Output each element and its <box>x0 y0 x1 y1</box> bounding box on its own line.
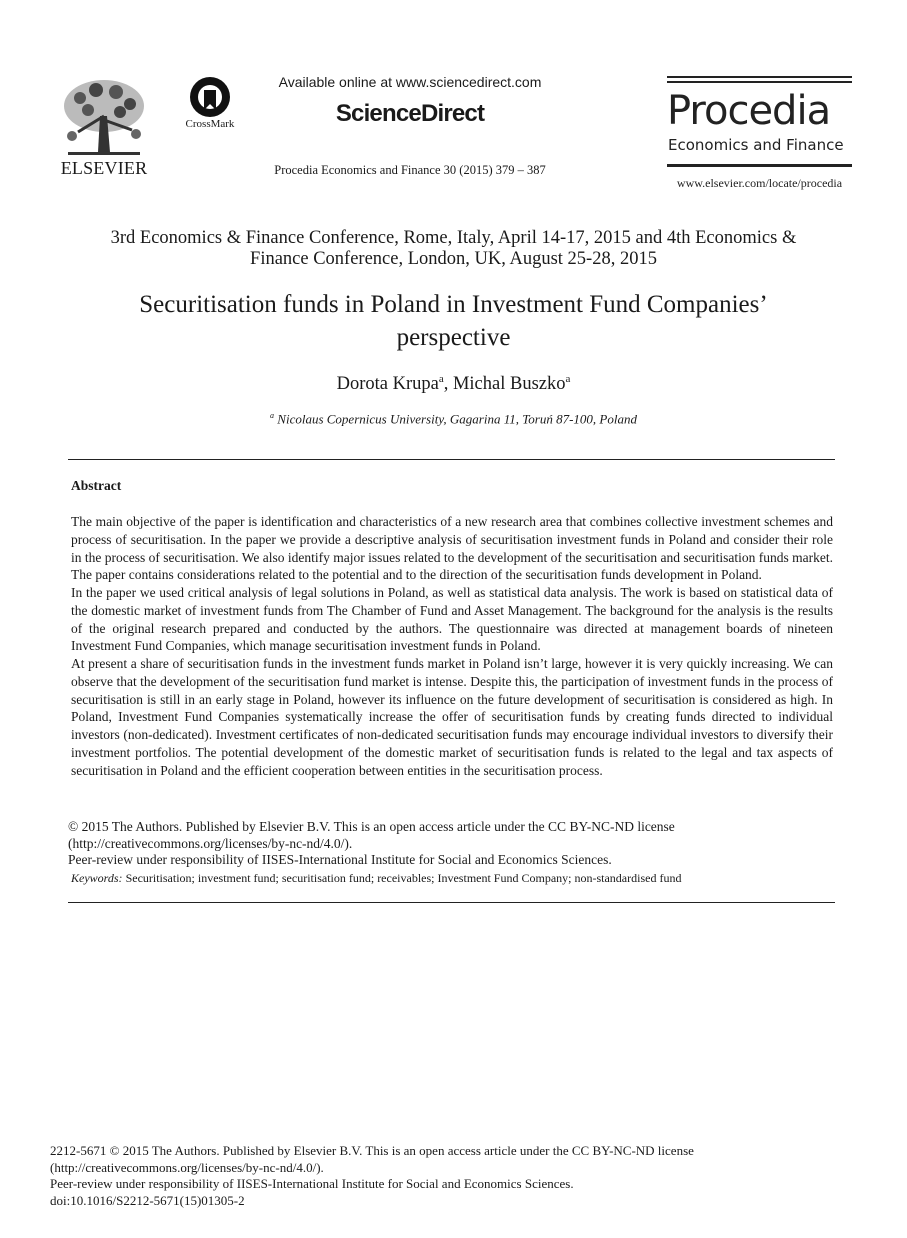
procedia-top-rule-2 <box>667 81 852 83</box>
elsevier-tree-icon <box>58 76 150 156</box>
conference-line-2: Finance Conference, London, UK, August 25-28, 2015 <box>250 249 657 269</box>
authors <box>60 373 847 395</box>
conference-info <box>60 228 847 270</box>
top-divider <box>68 459 835 460</box>
author-name: Michal Buszko <box>452 374 566 395</box>
procedia-logo <box>667 76 852 192</box>
paper-title <box>60 288 847 354</box>
license-line: © 2015 The Authors. Published by Elsevier B.V. This is an open access article under the CC BY-NC-ND license <box>68 819 675 834</box>
page-footer <box>50 1143 850 1209</box>
affiliation-mark: a <box>270 411 275 420</box>
author-affil-mark: a <box>565 373 571 385</box>
author-separator: , <box>443 374 453 395</box>
procedia-url: www.elsevier.com/locate/procedia <box>676 176 843 190</box>
paper-title-line-1: Securitisation funds in Poland in Investment Fund Companies’ <box>139 291 768 318</box>
bottom-divider <box>68 902 835 903</box>
conference-line-1: 3rd Economics & Finance Conference, Rome, Italy, April 14-17, 2015 and 4th Economics & <box>110 228 797 248</box>
keywords-label: Keywords: <box>71 871 123 885</box>
license-link[interactable]: (http://creativecommons.org/licenses/by-nc-nd/4.0/). <box>68 835 353 851</box>
publisher-name: ELSEVIER <box>60 158 148 178</box>
keywords <box>71 871 841 886</box>
affiliation <box>60 411 847 427</box>
footer-issn-line: 2212-5671 © 2015 The Authors. Published by Elsevier B.V. This is an open access article under the CC BY-NC-ND license <box>50 1143 694 1158</box>
affiliation-text: Nicolaus Copernicus University, Gagarina 11, Toruń 87-100, Poland <box>277 411 637 427</box>
procedia-top-rule <box>667 76 852 78</box>
procedia-title: Procedia <box>667 88 831 134</box>
abstract-paragraph: At present a share of securitisation funds in the investment funds market in Poland isn’t large, however it is very quickly increasing. We can observe that the development of the securitisation fund market is intense. Despite this, the participation of investment funds in the process of securitisation is still in an early stage in Poland, however its influence on the future development of securitisation is considered as high. In Poland, Investment Fund Companies systematically increase the offer of securitisation funds by creating funds directed to individual investors (non-dedicated). Investment certificates of non-dedicated securitisation funds may encourage individual investors to diversify their investment portfolios. The potential development of the domestic market of securitisation funds is related to the legal and tax aspects of securitisation in Poland and the efficient cooperation between entities in the securitisation process. <box>71 656 833 778</box>
procedia-subtitle: Economics and Finance <box>668 136 844 154</box>
footer-license-link[interactable]: (http://creativecommons.org/licenses/by-nc-nd/4.0/). <box>50 1159 324 1175</box>
keywords-text: Securitisation; investment fund; securitisation fund; receivables; Investment Fund Company; non-standardised fund <box>125 871 682 885</box>
crossmark-icon <box>180 76 240 120</box>
crossmark-label: CrossMark <box>185 118 235 130</box>
procedia-bottom-rule <box>667 164 852 167</box>
abstract-heading: Abstract <box>71 478 122 493</box>
license-notice <box>68 819 838 869</box>
author-name: Dorota Krupa <box>336 374 439 395</box>
footer-peer-review: Peer-review under responsibility of IISES-International Institute for Social and Economics Sciences. <box>50 1176 574 1191</box>
paper-title-line-2: perspective <box>396 324 511 351</box>
crossmark-badge[interactable] <box>180 76 240 136</box>
sciencedirect-logo: ScienceDirect <box>335 100 485 127</box>
abstract-paragraph: In the paper we used critical analysis of legal solutions in Poland, as well as statistical data analysis. The work is based on statistical data of the domestic market of investment funds from The Chamber of Fund and Asset Management. The background for the analysis is the results of the original research prepared and conducted by the authors. The questionnaire was directed at management boards of nineteen Investment Fund Companies, which manage securitisation investment funds in Poland. <box>71 585 833 654</box>
elsevier-logo <box>58 76 150 176</box>
author-affil-mark: a <box>438 373 444 385</box>
peer-review-line: Peer-review under responsibility of IISES-International Institute for Social and Economics Sciences. <box>68 852 612 867</box>
abstract-body <box>71 513 833 779</box>
available-online-text: Available online at www.sciencedirect.com <box>278 74 542 90</box>
abstract-paragraph: The main objective of the paper is identification and characteristics of a new research area that combines collective investment schemes and process of securitisation. In the paper we provide a descriptive analysis of securitisation investment funds in Poland and consider their role in the process of securitisation. We also identify major issues related to the development of the securitisation and securitisation funds market. The paper contains considerations related to the potential and to the direction of the securitisation funds development in Poland. <box>71 514 833 583</box>
journal-reference: Procedia Economics and Finance 30 (2015) 379 – 387 <box>274 163 546 177</box>
footer-doi[interactable]: doi:10.1016/S2212-5671(15)01305-2 <box>50 1192 245 1208</box>
